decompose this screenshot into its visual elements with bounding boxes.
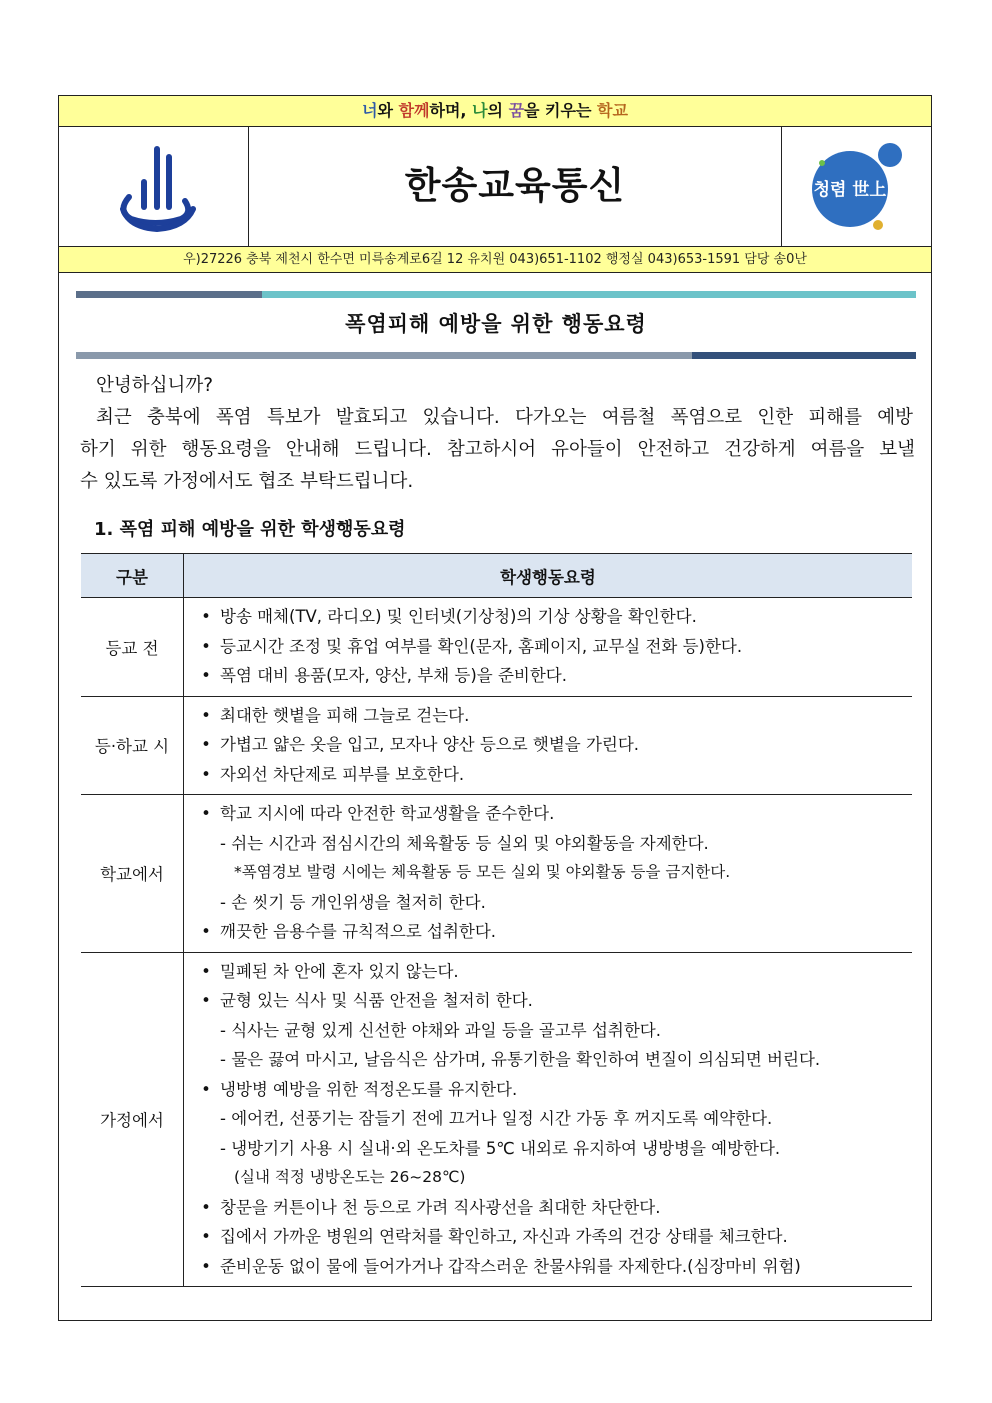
- motto-part: 하며,: [429, 101, 473, 120]
- guideline-item: [192, 917, 912, 947]
- motto-part: 나: [472, 101, 488, 120]
- guideline-item: [192, 1075, 912, 1105]
- table-row: [81, 696, 912, 795]
- guideline-text: 자외선 차단제로 피부를 보호한다.: [220, 764, 465, 784]
- bullet-icon: •: [201, 991, 211, 1010]
- guideline-text: (실내 적정 냉방온도는 26~28℃): [234, 1168, 466, 1186]
- guideline-text: 깨끗한 음용수를 규칙적으로 섭취한다.: [220, 922, 497, 941]
- guideline-item: [192, 661, 912, 691]
- guideline-text: 집에서 가까운 병원의 연락처를 확인하고, 자신과 가족의 건강 상태를 체크한다.: [220, 1227, 788, 1246]
- guideline-text: 균형 있는 식사 및 식품 안전을 철저히 한다.: [220, 991, 533, 1010]
- bullet-icon: •: [201, 1197, 211, 1217]
- table-row: [81, 598, 912, 697]
- motto-part: 학교: [597, 101, 628, 120]
- masthead: [59, 127, 931, 247]
- guideline-text: - 물은 끓여 마시고, 날음식은 삼가며, 유통기한을 확인하여 변질이 의심되면 버린다.: [220, 1050, 821, 1069]
- guideline-text: 창문을 커튼이나 천 등으로 가려 직사광선을 최대한 차단한다.: [220, 1197, 661, 1217]
- guideline-text: - 손 씻기 등 개인위생을 철저히 한다.: [220, 892, 486, 912]
- guideline-subitem: [192, 1104, 912, 1134]
- guideline-item: [192, 632, 912, 662]
- guideline-item: [192, 701, 912, 731]
- guideline-item: [192, 760, 912, 790]
- school-logo-cell: [59, 127, 249, 246]
- section-title: 1. 폭염 피해 예방을 위한 학생행동요령: [94, 519, 406, 540]
- guideline-item: [192, 1222, 912, 1252]
- intro-line-1: 최근 충북에 폭염 특보가 발효되고 있습니다. 다가오는 여름철 폭염으로 인한 피해를 예방: [96, 407, 913, 428]
- guideline-text: 방송 매체(TV, 라디오) 및 인터넷(기상청)의 기상 상황을 확인한다.: [220, 607, 697, 626]
- guideline-text: - 냉방기기 사용 시 실내·외 온도차를 5℃ 내외로 유지하여 냉방병을 예방한다.: [220, 1138, 781, 1158]
- table-row: [81, 952, 912, 1287]
- guideline-subitem: [192, 888, 912, 918]
- guideline-item: [192, 986, 912, 1016]
- bullet-icon: •: [201, 764, 211, 784]
- motto-part: 함께: [398, 101, 430, 120]
- guideline-text: - 쉬는 시간과 점심시간의 체육활동 등 실외 및 야외활동을 자제한다.: [220, 833, 709, 853]
- newsletter-title: 한송교육통신: [404, 164, 626, 207]
- guideline-text: 밀폐된 차 안에 혼자 있지 않는다.: [220, 961, 459, 981]
- motto-part: 꿈: [508, 101, 525, 120]
- title-bar-top-left: [76, 291, 262, 298]
- guideline-note: [192, 858, 912, 888]
- row-category: 등·하교 시: [81, 696, 184, 795]
- table-header-row: [81, 554, 912, 598]
- guideline-item: [192, 602, 912, 632]
- bullet-icon: •: [201, 636, 211, 656]
- row-guidelines: [184, 598, 913, 697]
- title-bar-top-right: [262, 291, 916, 298]
- contact-address: 우)27226 충북 제천시 한수면 미륵송계로6길 12 유치원 043)651-1102 행정실 043)653-1591 담당 송0난: [59, 247, 931, 273]
- motto-part: 의: [487, 101, 509, 120]
- table-row: [81, 795, 912, 953]
- bullet-icon: •: [201, 922, 211, 941]
- header-guidelines: 학생행동요령: [184, 554, 913, 598]
- behavior-table: [81, 553, 912, 1287]
- emblem-cell: [781, 127, 931, 246]
- guideline-text: 냉방병 예방을 위한 적정온도를 유지한다.: [220, 1079, 518, 1099]
- bullet-icon: •: [201, 705, 211, 725]
- emblem-text: 청렴 世上: [813, 180, 887, 200]
- motto-part: 을 키우는: [524, 101, 597, 120]
- guideline-text: - 식사는 균형 있게 신선한 야채와 과일 등을 골고루 섭취한다.: [220, 1020, 661, 1040]
- guideline-item: [192, 1252, 912, 1282]
- guideline-text: 학교 지시에 따라 안전한 학교생활을 준수한다.: [220, 804, 555, 823]
- document-title: 폭염피해 예방을 위한 행동요령: [345, 312, 647, 336]
- motto-part: 너: [362, 101, 378, 120]
- row-category: 등교 전: [81, 598, 184, 697]
- title-bar-bottom-right: [692, 352, 916, 359]
- row-guidelines: [184, 952, 913, 1287]
- guideline-text: 최대한 햇볕을 피해 그늘로 걷는다.: [220, 705, 470, 725]
- motto-part: 와: [377, 101, 399, 120]
- bullet-icon: •: [201, 1227, 211, 1246]
- row-category: 학교에서: [81, 795, 184, 953]
- guideline-item: [192, 1193, 912, 1223]
- bullet-icon: •: [201, 1079, 211, 1099]
- bullet-icon: •: [201, 607, 211, 626]
- guideline-note: [192, 1163, 912, 1193]
- intro-line-2: 하기 위한 행동요령을 안내해 드립니다. 참고하시어 유아들이 안전하고 건강하게 여름을 보낼: [80, 439, 915, 460]
- bullet-icon: •: [201, 804, 211, 823]
- guideline-item: [192, 730, 912, 760]
- bullet-icon: •: [201, 1256, 211, 1276]
- guideline-text: - 에어컨, 선풍기는 잠들기 전에 끄거나 일정 시간 가동 후 꺼지도록 예약한다.: [220, 1109, 773, 1128]
- guideline-text: 준비운동 없이 물에 들어가거나 갑작스러운 찬물샤워를 자제한다.(심장마비 위험): [220, 1256, 801, 1276]
- title-bar-bottom-left: [76, 352, 692, 359]
- row-category: 가정에서: [81, 952, 184, 1287]
- school-logo-icon: [59, 127, 249, 245]
- guideline-item: [192, 957, 912, 987]
- guideline-subitem: [192, 1045, 912, 1075]
- guideline-item: [192, 799, 912, 829]
- guideline-text: 폭염 대비 용품(모자, 양산, 부채 등)을 준비한다.: [220, 666, 567, 685]
- school-motto: [59, 96, 931, 127]
- guideline-subitem: [192, 1016, 912, 1046]
- greeting: 안녕하십니까?: [96, 375, 214, 396]
- guideline-subitem: [192, 1134, 912, 1164]
- row-guidelines: [184, 795, 913, 953]
- guideline-text: 등교시간 조정 및 휴업 여부를 확인(문자, 홈페이지, 교무실 전화 등)한다.: [220, 636, 743, 656]
- bullet-icon: •: [201, 735, 211, 754]
- guideline-subitem: [192, 829, 912, 859]
- bullet-icon: •: [201, 961, 211, 981]
- guideline-text: 가볍고 얇은 옷을 입고, 모자나 양산 등으로 햇볕을 가린다.: [220, 735, 640, 754]
- header-category: 구분: [81, 554, 184, 598]
- row-guidelines: [184, 696, 913, 795]
- bullet-icon: •: [201, 666, 211, 685]
- intro-line-3: 수 있도록 가정에서도 협조 부탁드립니다.: [80, 471, 414, 492]
- guideline-text: *폭염경보 발령 시에는 체육활동 등 모든 실외 및 야외활동 등을 금지한다.: [234, 863, 731, 881]
- integrity-emblem-icon: [782, 127, 932, 245]
